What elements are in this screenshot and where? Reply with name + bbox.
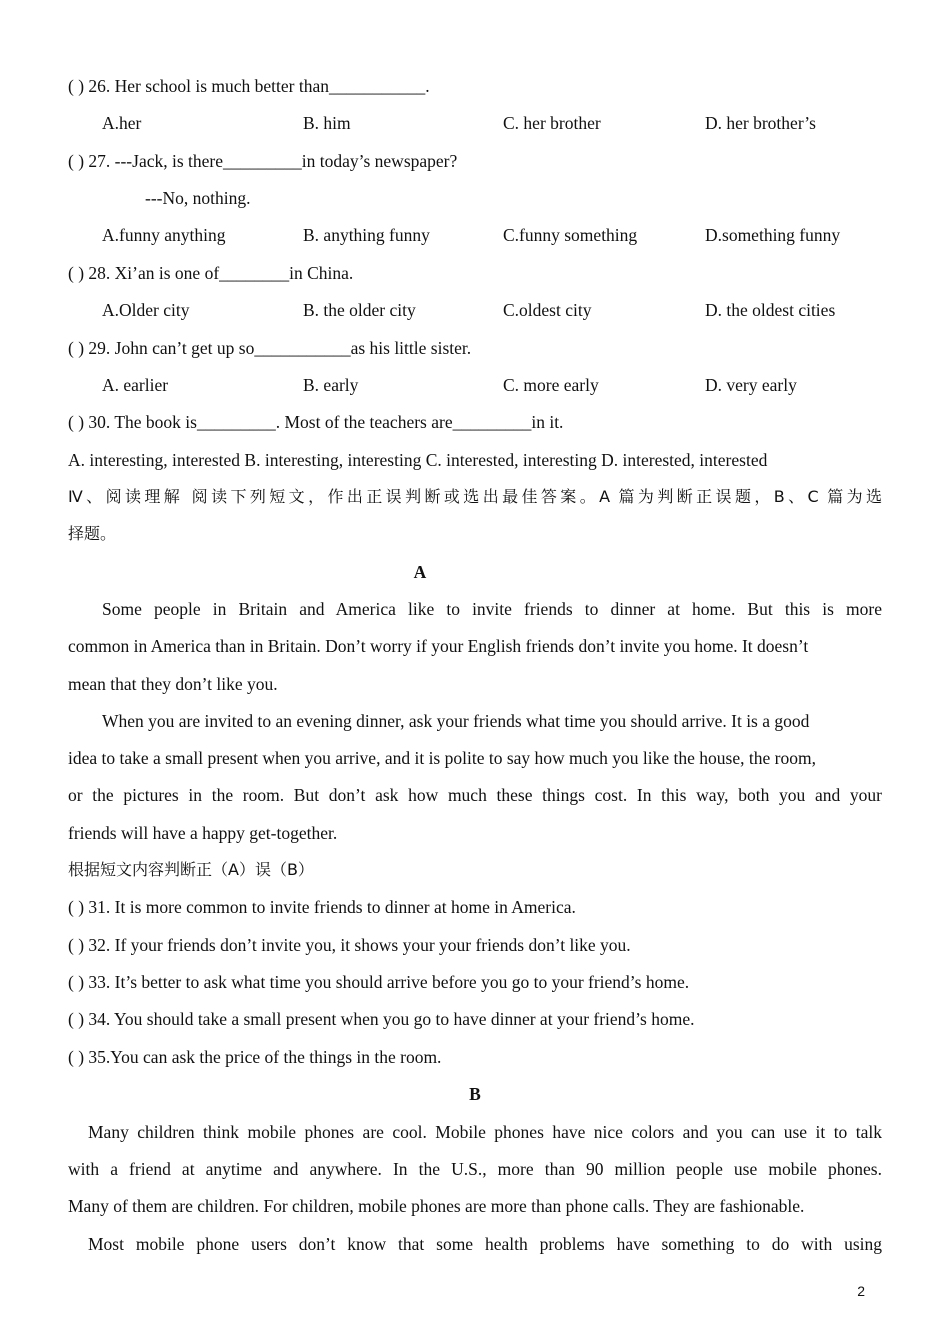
q29-option-b: B. early [303,375,359,395]
question-30: ( ) 30. The book is_________. Most of the teachers are_________in it. [68,412,564,432]
section-4-heading-cont: 择题。 [68,524,117,543]
q27-option-d: D.something funny [705,225,841,245]
q30-options: A. interesting, interested B. interesting, interesting C. interested, interesting D. interested, interested [68,450,768,470]
q28-option-b: B. the older city [303,300,416,320]
q27-reply: ---No, nothing. [145,188,251,208]
passage-a-line: common in America than in Britain. Don’t worry if your English friends don’t invite you home. It doesn’t [68,636,809,656]
passage-b-line: Many children think mobile phones are cool. Mobile phones have nice colors and you can use it to talk [88,1122,882,1142]
question-31: ( ) 31. It is more common to invite friends to dinner at home in America. [68,897,576,917]
passage-a-line: friends will have a happy get-together. [68,823,338,843]
question-29: ( ) 29. John can’t get up so___________as his little sister. [68,338,472,358]
passage-a-instruction: 根据短文内容判断正（A）误（B） [68,860,314,879]
passage-a-line: or the pictures in the room. But don’t ask how much these things cost. In this way, both you and your [68,785,882,805]
q28-option-d: D. the oldest cities [705,300,836,320]
q26-option-c: C. her brother [503,113,601,133]
passage-a-line: mean that they don’t like you. [68,674,278,694]
page-number: 2 [857,1283,865,1299]
question-35: ( ) 35.You can ask the price of the things in the room. [68,1047,442,1067]
q27-option-a: A.funny anything [102,225,226,245]
passage-b-title: B [469,1084,481,1104]
question-32: ( ) 32. If your friends don’t invite you, it shows your your friends don’t like you. [68,935,631,955]
q29-option-d: D. very early [705,375,797,395]
question-33: ( ) 33. It’s better to ask what time you should arrive before you go to your friend’s home. [68,972,690,992]
q26-option-d: D. her brother’s [705,113,816,133]
q29-option-c: C. more early [503,375,599,395]
passage-a-line: Some people in Britain and America like to invite friends to dinner at home. But this is more [102,599,882,619]
passage-b-line: Many of them are children. For children, mobile phones are more than phone calls. They are fashionable. [68,1196,805,1216]
passage-a-title: A [413,562,427,582]
q27-option-c: C.funny something [503,225,638,245]
q29-option-a: A. earlier [102,375,169,395]
question-27: ( ) 27. ---Jack, is there_________in today’s newspaper? [68,151,458,171]
q27-option-b: B. anything funny [303,225,430,245]
q26-option-a: A.her [102,113,142,133]
passage-b-line: with a friend at anytime and anywhere. In the U.S., more than 90 million people use mobile phones. [68,1159,882,1179]
question-34: ( ) 34. You should take a small present when you go to have dinner at your friend’s home. [68,1009,695,1029]
passage-a-line: When you are invited to an evening dinner, ask your friends what time you should arrive. It is a good [102,711,810,731]
passage-a-line: idea to take a small present when you arrive, and it is polite to say how much you like the house, the room, [68,748,816,768]
question-28: ( ) 28. Xi’an is one of________in China. [68,263,354,283]
passage-b-line: Most mobile phone users don’t know that some health problems have something to do with using [88,1234,882,1254]
q28-option-c: C.oldest city [503,300,592,320]
q28-option-a: A.Older city [102,300,190,320]
section-4-heading: Ⅳ、阅读理解 阅读下列短文，作出正误判断或选出最佳答案。A 篇为判断正误题，B、C 篇为选 [68,487,882,506]
question-26: ( ) 26. Her school is much better than___________. [68,76,430,96]
q26-option-b: B. him [303,113,351,133]
